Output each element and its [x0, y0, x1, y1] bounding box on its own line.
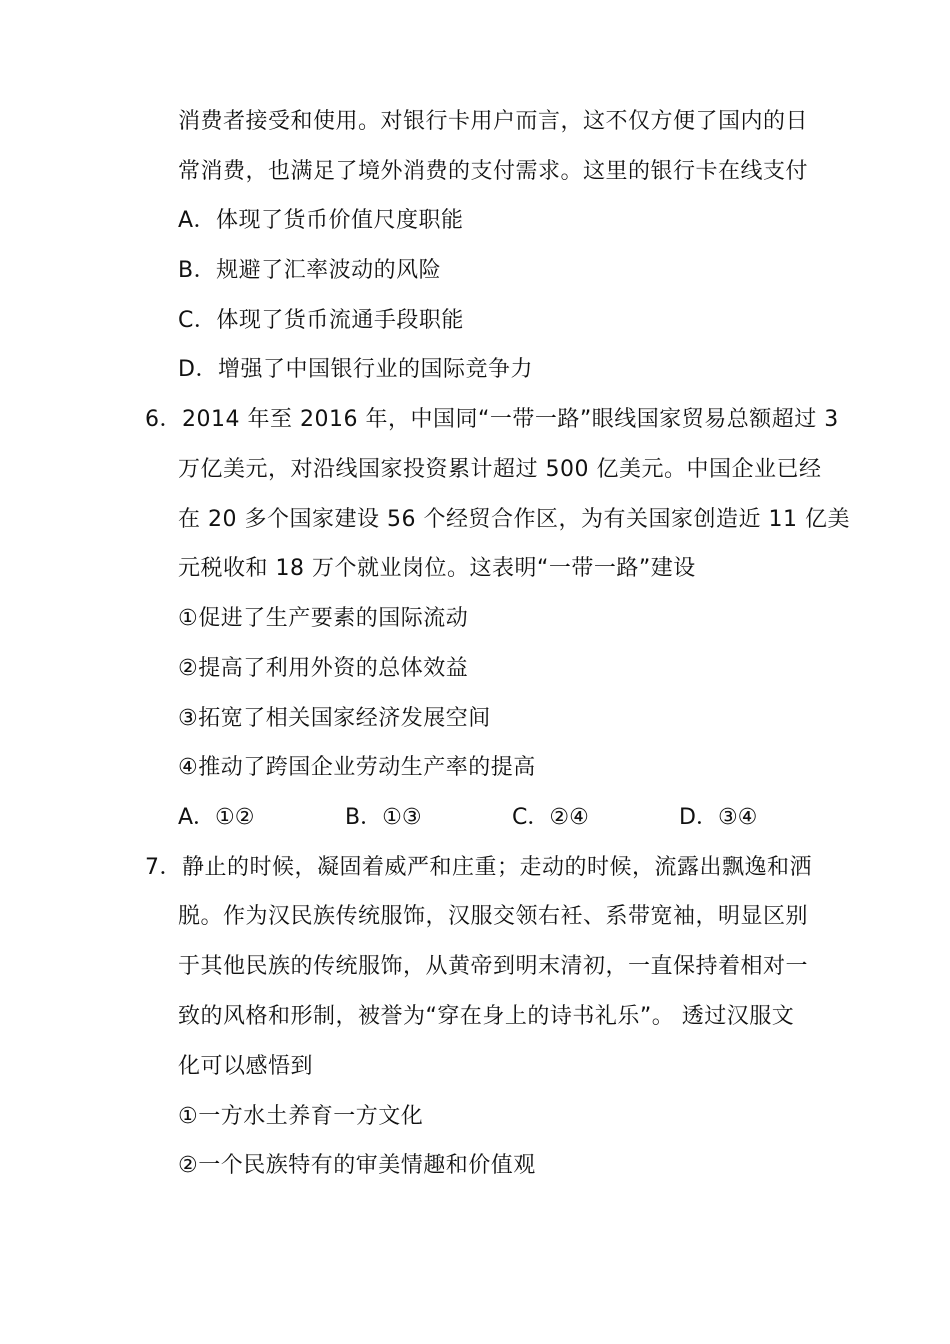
q7-stem-line-1: 7．静止的时候，凝固着威严和庄重；走动的时候，流露出飘逸和洒	[145, 855, 812, 880]
q6-stem-line-4: 元税收和 18 万个就业岗位。这表明“一带一路”建设	[178, 556, 696, 581]
q6-stem-line-3: 在 20 多个国家建设 56 个经贸合作区，为有关国家创造近 11 亿美	[178, 507, 850, 532]
q5-stem-line-1: 消费者接受和使用。对银行卡用户而言，这不仅方便了国内的日	[178, 109, 809, 134]
q5-option-a: A．体现了货币价值尺度职能	[178, 208, 464, 233]
q5-option-b: B．规避了汇率波动的风险	[178, 258, 442, 283]
q6-statement-1: ①促进了生产要素的国际流动	[178, 606, 469, 631]
q6-choice-c: C．②④	[512, 805, 589, 830]
q7-statement-2: ②一个民族特有的审美情趣和价值观	[178, 1153, 536, 1178]
q6-choice-b: B．①③	[345, 805, 422, 830]
q7-stem-line-2: 脱。作为汉民族传统服饰，汉服交领右衽、系带宽袖，明显区别	[178, 904, 809, 929]
q6-statement-2: ②提高了利用外资的总体效益	[178, 656, 469, 681]
q5-option-c: C．体现了货币流通手段职能	[178, 308, 464, 333]
q7-stem-line-5: 化可以感悟到	[178, 1054, 314, 1079]
q5-stem-line-2: 常消费，也满足了境外消费的支付需求。这里的银行卡在线支付	[178, 159, 809, 184]
q6-stem-line-1: 6．2014 年至 2016 年，中国同“一带一路”眼线国家贸易总额超过 3	[145, 407, 839, 432]
q6-choice-a: A．①②	[178, 805, 255, 830]
q7-statement-1: ①一方水土养育一方文化	[178, 1104, 424, 1129]
q6-choice-d: D．③④	[679, 805, 758, 830]
q6-statement-4: ④推动了跨国企业劳动生产率的提高	[178, 755, 536, 780]
q7-stem-line-4: 致的风格和形制，被誉为“穿在身上的诗书礼乐”。 透过汉服文	[178, 1004, 795, 1029]
q7-stem-line-3: 于其他民族的传统服饰，从黄帝到明末清初，一直保持着相对一	[178, 954, 809, 979]
q5-option-d: D．增强了中国银行业的国际竞争力	[178, 357, 533, 382]
q6-statement-3: ③拓宽了相关国家经济发展空间	[178, 706, 491, 731]
q6-stem-line-2: 万亿美元，对沿线国家投资累计超过 500 亿美元。中国企业已经	[178, 457, 822, 482]
